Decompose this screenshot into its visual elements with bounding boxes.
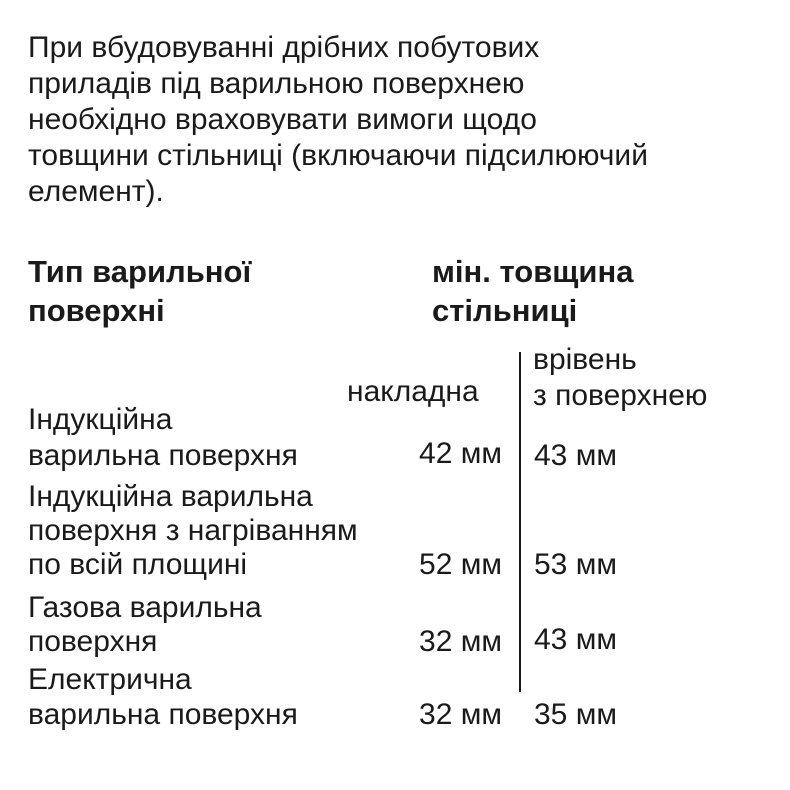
column-divider — [519, 352, 521, 692]
row-overlay-value: 42 мм — [419, 437, 502, 470]
header-hob-type — [28, 252, 251, 330]
intro-line: елемент). — [28, 175, 164, 208]
row-flush-value: 43 мм — [534, 623, 617, 656]
row-name-line: Індукційна варильна — [28, 480, 313, 513]
row-name-line: Газова варильна — [28, 591, 262, 624]
header-min-thickness — [432, 252, 633, 330]
intro-line: приладів під варильною поверхнею — [28, 67, 525, 100]
column-header-overlay: накладна — [347, 375, 479, 408]
intro-line: При вбудовуванні дрібних побутових — [28, 31, 540, 64]
header-hob-type-line: поверхні — [28, 293, 165, 328]
row-flush-value: 53 мм — [534, 548, 617, 581]
intro-paragraph — [28, 30, 778, 210]
header-min-thickness-line: мін. товщина — [432, 254, 634, 289]
header-hob-type-line: Тип варильної — [28, 254, 252, 289]
row-name-line: поверхня — [28, 625, 158, 658]
row-name-line: по всій площині — [28, 548, 248, 581]
column-header-flush-line: врівень — [533, 343, 637, 376]
row-overlay-value: 52 мм — [419, 548, 502, 581]
row-flush-value: 35 мм — [534, 698, 617, 731]
intro-line: необхідно враховувати вимоги щодо — [28, 103, 537, 136]
row-name-line: варильна поверхня — [28, 439, 298, 472]
row-name-line: варильна поверхня — [28, 698, 298, 731]
intro-line: товщини стільниці (включаючи підсилюючий — [28, 139, 648, 172]
header-min-thickness-line: стільниці — [432, 293, 578, 328]
column-header-flush-line: з поверхнею — [533, 379, 708, 412]
row-name-line: Електрична — [28, 663, 192, 696]
row-flush-value: 43 мм — [534, 439, 617, 472]
row-name-line: Індукційна — [28, 403, 173, 436]
row-overlay-value: 32 мм — [419, 698, 502, 731]
row-name-line: поверхня з нагріванням — [28, 514, 358, 547]
row-overlay-value: 32 мм — [419, 625, 502, 658]
